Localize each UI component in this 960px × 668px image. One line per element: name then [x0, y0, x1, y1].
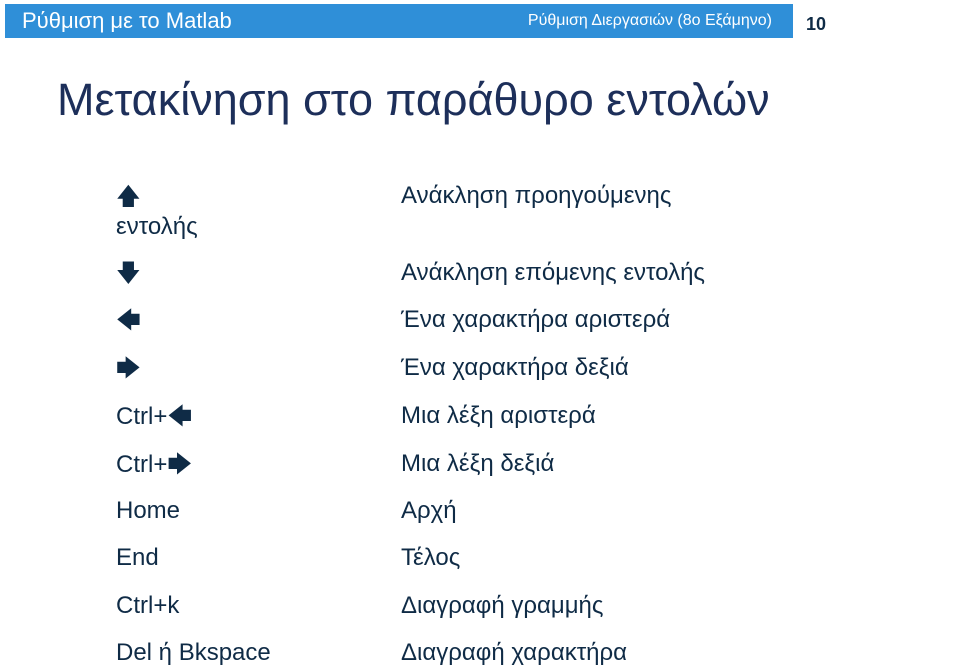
- arrow-down-icon: 🡇: [116, 259, 141, 287]
- shortcut-key-2: [116, 258, 141, 289]
- shortcut-description-8: Τέλος: [401, 544, 461, 571]
- shortcut-key-3: [116, 305, 141, 336]
- shortcut-key-1: [116, 181, 198, 242]
- shortcut-description-2: Ανάκληση επόμενης εντολής: [401, 259, 705, 286]
- shortcut-key-4: [116, 353, 141, 384]
- page-number: 10: [806, 14, 827, 34]
- page-title: Μετακίνηση στο παράθυρο εντολών: [57, 74, 770, 125]
- header-subtitle: Ρύθμιση Διεργασιών (8ο Εξάμηνο): [527, 12, 772, 29]
- shortcut-key-5: [116, 401, 192, 432]
- shortcut-key-label: εντολής: [116, 213, 198, 240]
- shortcut-key-7: Home: [116, 497, 181, 524]
- shortcut-key-6: [116, 449, 192, 480]
- shortcut-description-6: Μια λέξη δεξιά: [401, 450, 555, 477]
- shortcut-key-8: End: [116, 544, 159, 571]
- arrow-left-icon: 🡄: [116, 306, 141, 334]
- shortcut-description-7: Αρχή: [401, 497, 457, 524]
- shortcut-key-label: Ctrl+: [116, 403, 168, 430]
- arrow-right-icon: 🡆: [116, 354, 141, 382]
- shortcut-description-9: Διαγραφή γραμμής: [401, 592, 604, 619]
- shortcut-key-label: Ctrl+: [116, 451, 168, 478]
- shortcut-description-3: Ένα χαρακτήρα αριστερά: [401, 306, 671, 333]
- shortcut-description-5: Μια λέξη αριστερά: [401, 402, 596, 429]
- shortcut-description-4: Ένα χαρακτήρα δεξιά: [401, 354, 629, 381]
- shortcut-description-1: Ανάκληση προηγούμενης: [401, 182, 672, 209]
- arrow-right-icon: 🡆: [167, 450, 193, 478]
- shortcut-key-10: Del ή Bkspace: [116, 639, 271, 666]
- arrow-left-icon: 🡄: [167, 402, 193, 430]
- arrow-up-icon: 🡅: [116, 182, 141, 210]
- shortcut-description-10: Διαγραφή χαρακτήρα: [401, 639, 628, 666]
- shortcut-key-9: Ctrl+k: [116, 592, 180, 619]
- header-title: Ρύθμιση με το Matlab: [22, 8, 232, 33]
